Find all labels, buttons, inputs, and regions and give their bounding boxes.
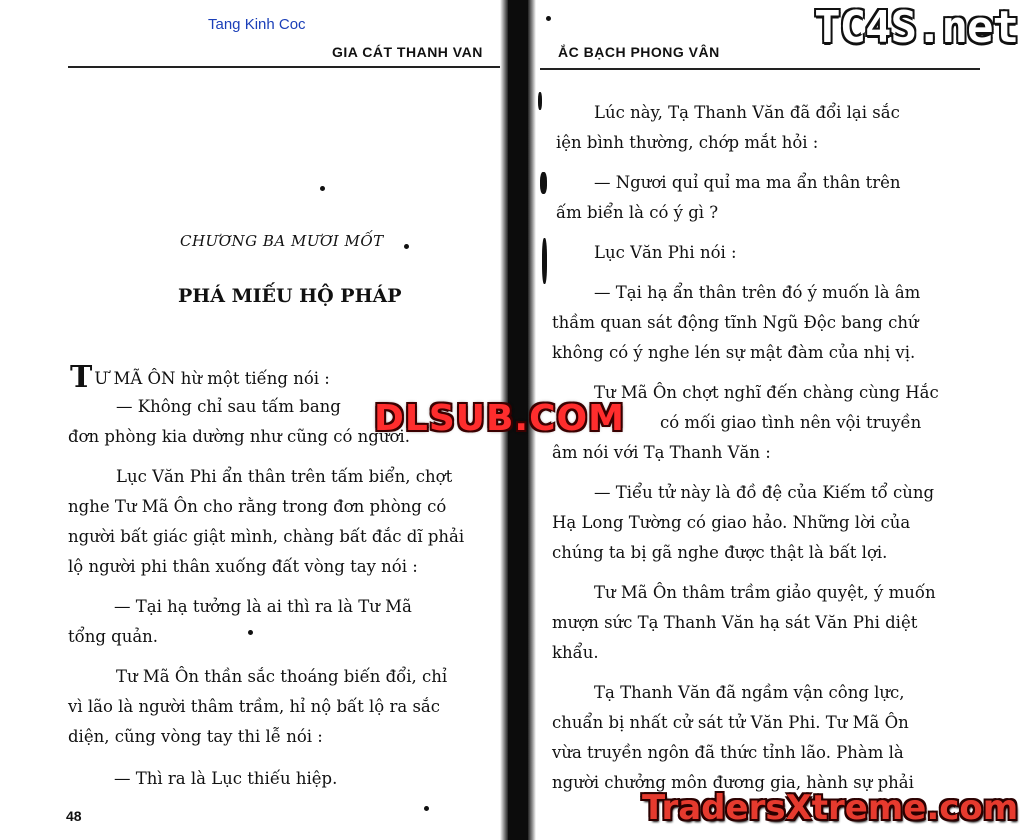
right-line-9: Tư Mã Ôn chợt nghĩ đến chàng cùng Hắc bbox=[594, 383, 939, 402]
scan-speck bbox=[424, 806, 429, 811]
chapter-label: CHƯƠNG BA MƯƠI MỐT bbox=[180, 232, 384, 250]
chapter-title: PHÁ MIẾU HỘ PHÁP bbox=[178, 285, 402, 307]
left-line-10: Tư Mã Ôn thần sắc thoáng biến đổi, chỉ bbox=[116, 667, 448, 686]
right-header-rule bbox=[540, 68, 980, 70]
left-line-8: — Tại hạ tưởng là ai thì ra là Tư Mã bbox=[114, 597, 412, 616]
ink-blot bbox=[538, 92, 542, 110]
left-line-13: — Thì ra là Lục thiếu hiệp. bbox=[114, 769, 338, 788]
ink-blot bbox=[542, 238, 547, 284]
right-line-11: âm nói với Tạ Thanh Văn : bbox=[552, 443, 771, 462]
left-line-5: nghe Tư Mã Ôn cho rằng trong đơn phòng có bbox=[68, 497, 447, 516]
right-line-12: — Tiểu tử này là đồ đệ của Kiếm tổ cùng bbox=[594, 483, 935, 502]
left-line-2: — Không chỉ sau tấm bang bbox=[116, 397, 341, 416]
scan-speck bbox=[546, 16, 551, 21]
right-line-6: — Tại hạ ẩn thân trên đó ý muốn là âm bbox=[594, 283, 921, 302]
right-line-10: có mối giao tình nên vội truyền bbox=[660, 413, 922, 432]
left-line-9: tổng quản. bbox=[68, 627, 159, 646]
left-line-3: đơn phòng kia dường như cũng có người. bbox=[68, 427, 410, 446]
right-line-20: vừa truyền ngôn đã thức tỉnh lão. Phàm là bbox=[552, 743, 904, 762]
right-line-18: Tạ Thanh Văn đã ngầm vận công lực, bbox=[594, 683, 905, 702]
left-line-1-text: Ư MÃ ÔN hừ một tiếng nói : bbox=[94, 369, 330, 388]
right-line-2: iện bình thường, chớp mắt hỏi : bbox=[556, 133, 819, 152]
right-line-4: ấm biển là có ý gì ? bbox=[556, 203, 719, 222]
page-number: 48 bbox=[66, 808, 82, 824]
dropcap: T bbox=[70, 360, 93, 395]
left-line-7: lộ người phi thân xuống đất vòng tay nói : bbox=[68, 557, 418, 576]
ink-blot bbox=[540, 172, 547, 194]
right-line-17: khẩu. bbox=[552, 643, 599, 662]
left-line-1 bbox=[70, 360, 330, 395]
left-page-header: GIA CÁT THANH VAN bbox=[332, 44, 483, 60]
watermark-tradersxtreme: TradersXtreme.com bbox=[642, 788, 1019, 828]
right-line-3: — Ngươi quỉ quỉ ma ma ẩn thân trên bbox=[594, 173, 901, 192]
watermark-tang-kinh-coc: Tang Kinh Coc bbox=[208, 16, 306, 33]
right-line-8: không có ý nghe lén sự mật đàm của nhị vị. bbox=[552, 343, 916, 362]
right-page-header: ẮC BẠCH PHONG VÂN bbox=[558, 44, 720, 60]
scan-speck bbox=[320, 186, 325, 191]
left-line-6: người bất giác giật mình, chàng bất đắc dĩ phải bbox=[68, 527, 465, 546]
right-line-21: người chưởng môn đương gia, hành sự phải bbox=[552, 773, 914, 792]
left-header-rule bbox=[68, 66, 500, 68]
scan-speck bbox=[248, 630, 253, 635]
right-line-15: Tư Mã Ôn thâm trầm giảo quyệt, ý muốn bbox=[594, 583, 936, 602]
left-line-11: vì lão là người thâm trầm, hỉ nộ bất lộ ra sắc bbox=[68, 697, 440, 716]
right-line-14: chúng ta bị gã nghe được thật là bất lợi. bbox=[552, 543, 888, 562]
left-line-4: Lục Văn Phi ẩn thân trên tấm biển, chợt bbox=[116, 467, 453, 486]
right-line-1: Lúc này, Tạ Thanh Văn đã đổi lại sắc bbox=[594, 103, 900, 122]
right-line-5: Lục Văn Phi nói : bbox=[594, 243, 737, 262]
right-line-19: chuẩn bị nhất cử sát tử Văn Phi. Tư Mã Ôn bbox=[552, 713, 909, 732]
scan-speck bbox=[404, 244, 409, 249]
right-line-13: Hạ Long Tường có giao hảo. Những lời của bbox=[552, 513, 911, 532]
left-line-12: diện, cũng vòng tay thi lễ nói : bbox=[68, 727, 323, 746]
right-line-16: mượn sức Tạ Thanh Văn hạ sát Văn Phi diệt bbox=[552, 613, 918, 632]
right-line-7: thầm quan sát động tĩnh Ngũ Độc bang chứ bbox=[552, 313, 919, 332]
watermark-tc4s-logo: TC4S.net bbox=[814, 2, 1018, 53]
watermark-dlsub: DLSUB.COM bbox=[374, 398, 625, 439]
